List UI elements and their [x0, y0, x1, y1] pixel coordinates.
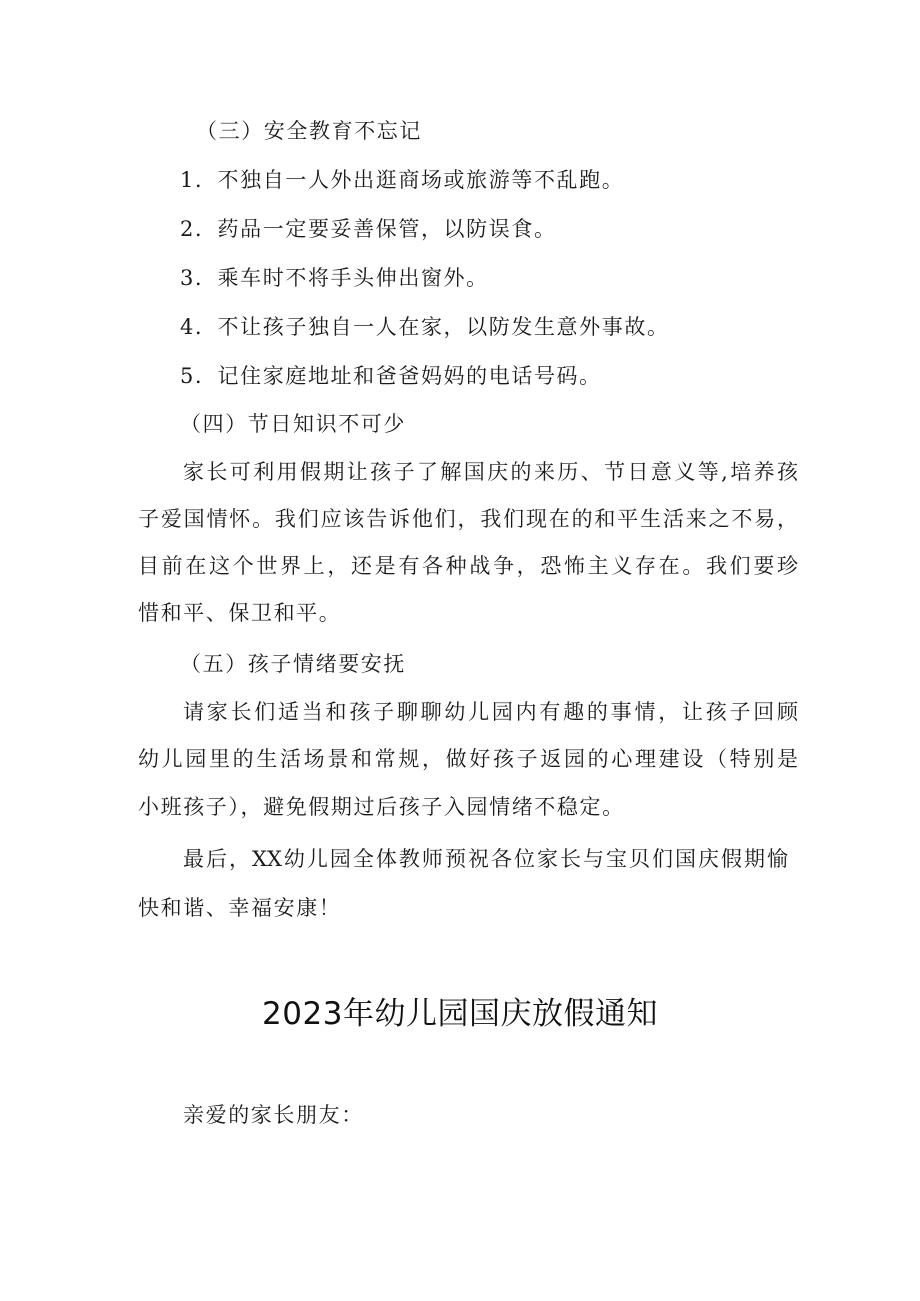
list-item: 1．不独自一人外出逛商场或旅游等不乱跑。	[180, 168, 625, 192]
paragraph-line: 惜和平、保卫和平。	[138, 601, 342, 625]
section-heading-safety: （三）安全教育不忘记	[196, 119, 422, 143]
section-heading-emotion: （五）孩子情绪要安抚	[180, 652, 406, 676]
paragraph-line: 快和谐、幸福安康！	[138, 896, 342, 920]
paragraph-line: 子爱国情怀。我们应该告诉他们，我们现在的和平生活来之不易，	[138, 507, 798, 531]
paragraph-line: 请家长们适当和孩子聊聊幼儿园内有趣的事情，让孩子回顾	[183, 700, 798, 724]
paragraph-line: 最后，XX幼儿园全体教师预祝各位家长与宝贝们国庆假期愉	[183, 847, 788, 871]
greeting: 亲爱的家长朋友：	[183, 1103, 364, 1127]
list-item: 3．乘车时不将手头伸出窗外。	[180, 266, 489, 290]
list-item: 5．记住家庭地址和爸爸妈妈的电话号码。	[180, 364, 602, 388]
document-title: 2023年幼儿园国庆放假通知	[262, 996, 658, 1032]
list-item: 2．药品一定要妥善保管，以防误食。	[180, 217, 557, 241]
list-item: 4．不让孩子独自一人在家，以防发生意外事故。	[180, 315, 670, 339]
paragraph-line: 小班孩子），避免假期过后孩子入园情绪不稳定。	[138, 795, 625, 819]
section-heading-festival: （四）节日知识不可少	[180, 412, 406, 436]
paragraph-line: 幼儿园里的生活场景和常规，做好孩子返园的心理建设（特别是	[138, 747, 798, 771]
paragraph-line: 目前在这个世界上，还是有各种战争，恐怖主义存在。我们要珍	[138, 554, 798, 578]
paragraph-line: 家长可利用假期让孩子了解国庆的来历、节日意义等,培养孩	[183, 460, 798, 484]
